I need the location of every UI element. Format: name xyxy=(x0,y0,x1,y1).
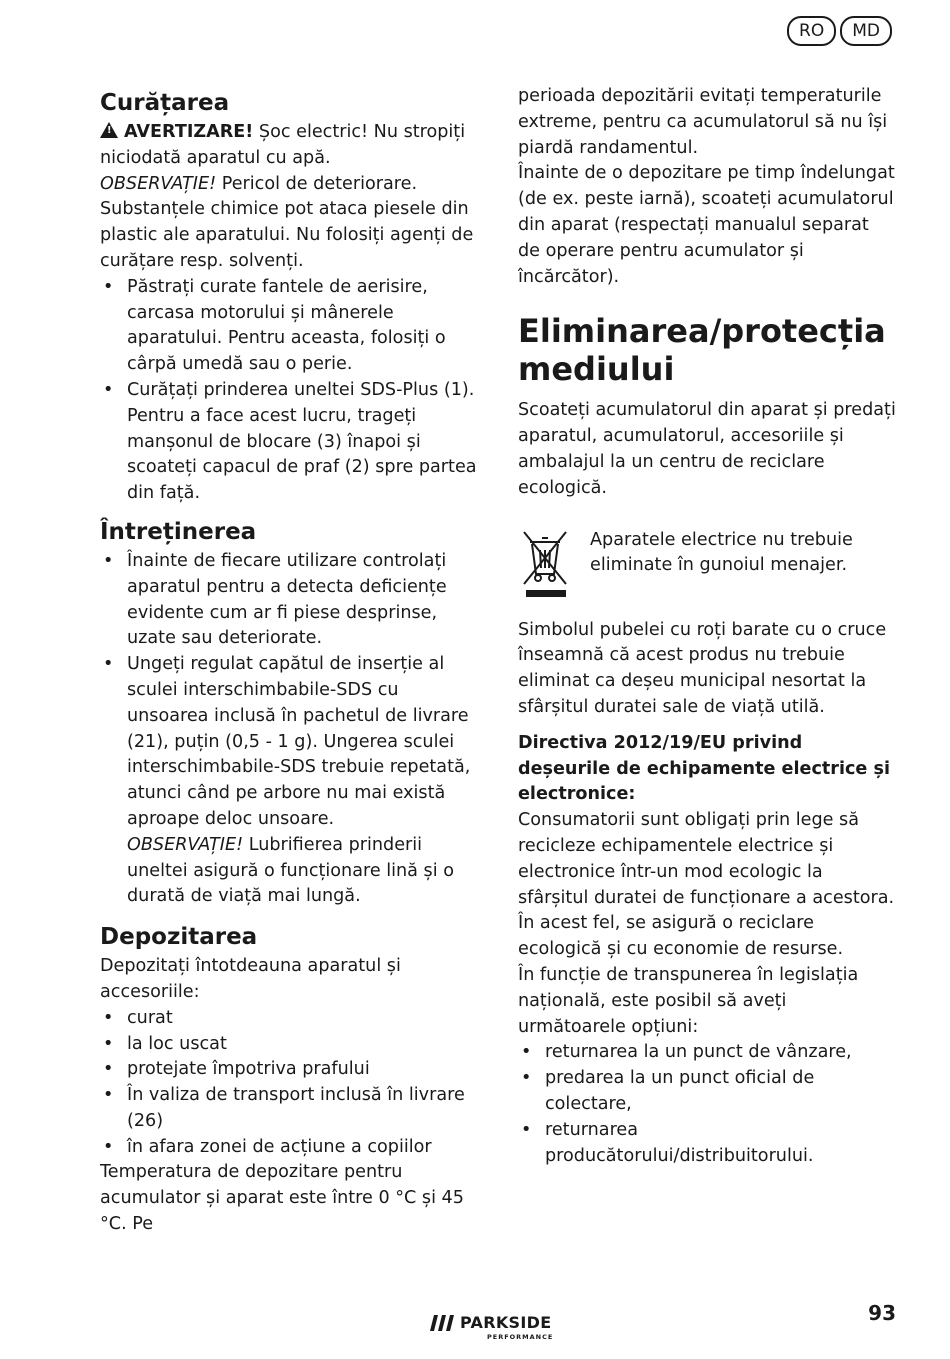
list-item: • Ungeți regulat capătul de inserție al sculei interschimbabile-SDS cu unsoarea inclusă în pachetul de livrare (21), puțin (0,5 - 1 g). Ungerea sculei interschimbabile-SDS trebuie repetată, atunci când pe arbore nu mai există aproape deloc unsoare. xyxy=(100,652,478,833)
note-text: Lubrifierea prinderii uneltei asigură o funcționare lină și o durată de viață mai lungă. xyxy=(127,834,454,907)
cleaning-note xyxy=(100,172,478,275)
note-label: OBSERVAȚIE! xyxy=(127,834,244,855)
brand-name: PARKSIDE xyxy=(460,1313,552,1332)
list-item: • returnarea producătorului/distribuitorului. xyxy=(518,1118,896,1170)
storage-list xyxy=(100,1006,478,1161)
crossed-out-bin-icon xyxy=(518,528,574,598)
note-text: Pericol de deteriorare. Substanțele chimice pot ataca piesele din plastic ale aparatului. Nu folosiți agenți de curățare resp. solvenți. xyxy=(100,173,474,271)
page-number: 93 xyxy=(868,1301,896,1325)
language-badge-md: MD xyxy=(840,16,892,46)
maintenance-list xyxy=(100,549,478,833)
right-column xyxy=(518,84,896,1169)
list-item: • returnarea la un punct de vânzare, xyxy=(518,1040,896,1066)
bin-symbol-text: Simbolul pubelei cu roți barate cu o cruce înseamnă că acest produs nu trebuie eliminat ca deșeu municipal nesortat la sfârșitul duratei sale de viață utilă. xyxy=(518,619,887,717)
brand-subtitle: PERFORMANCE xyxy=(487,1333,554,1341)
weee-text: Aparatele electrice nu trebuie eliminate în gunoiul menajer. xyxy=(590,529,853,576)
directive-heading: Directiva 2012/19/EU privind deșeurile de echipamente electrice și electronice: xyxy=(518,732,890,805)
options-list xyxy=(518,1040,896,1169)
list-item: • Păstrați curate fantele de aerisire, carcasa motorului și mânerele aparatului. Pentru aceasta, folosiți o cârpă umedă sau o perie. xyxy=(100,275,478,378)
brand-stripes-icon xyxy=(430,1315,456,1331)
disposal-intro: Scoateți acumulatorul din aparat și predați aparatul, acumulatorul, accesoriile și ambalajul la un centru de reciclare ecologică. xyxy=(518,400,896,498)
cleaning-warning xyxy=(100,120,478,172)
list-item: • protejate împotriva prafului xyxy=(100,1057,478,1083)
list-item: • la loc uscat xyxy=(100,1032,478,1058)
storage-heading: Depozitarea xyxy=(100,924,258,951)
list-item: • predarea la un punct oficial de colectare, xyxy=(518,1066,896,1118)
storage-long-term: Înainte de o depozitare pe timp îndelungat (de ex. peste iarnă), scoateți acumulatorul din aparat (respectați manualul separat de operare pentru acumulator și încărcător). xyxy=(518,163,895,287)
left-column xyxy=(100,80,478,1238)
note-label: OBSERVAȚIE! xyxy=(100,173,217,194)
parkside-logo xyxy=(430,1313,553,1341)
disposal-heading: Eliminarea/protecția mediului xyxy=(518,312,886,389)
maintenance-note xyxy=(100,833,478,910)
warning-text: Șoc electric! Nu stropiți niciodată aparatul cu apă. xyxy=(100,122,466,168)
language-badge-ro: RO xyxy=(787,16,836,46)
cleaning-heading: Curățarea xyxy=(100,90,230,116)
list-item: • în afara zonei de acțiune a copiilor xyxy=(100,1135,478,1161)
maintenance-heading: Întreținerea xyxy=(100,518,257,545)
options-intro: În funcție de transpunerea în legislația națională, este posibil să aveți următoarele opțiuni: xyxy=(518,964,859,1037)
cleaning-list xyxy=(100,275,478,507)
list-item: • În valiza de transport inclusă în livrare (26) xyxy=(100,1083,478,1135)
storage-intro: Depozitați întotdeauna aparatul și accesoriile: xyxy=(100,956,401,1002)
warning-label: AVERTIZARE! xyxy=(124,122,254,142)
storage-continued: perioada depozitării evitați temperaturile extreme, pentru ca acumulatorul să nu își piardă randamentul. xyxy=(518,86,888,158)
list-item: • Curățați prinderea uneltei SDS-Plus (1). Pentru a face acest lucru, trageți manșonul de blocare (3) înapoi și scoateți capacul de praf (2) spre partea din față. xyxy=(100,378,478,507)
list-item: • curat xyxy=(100,1006,478,1032)
language-badges xyxy=(787,16,892,46)
list-item: • Înainte de fiecare utilizare controlați aparatul pentru a detecta deficiențe evidente cum ar fi piese desprinse, uzate sau deteriorate. xyxy=(100,549,478,652)
directive-text: Consumatorii sunt obligați prin lege să recicleze echipamentele electrice și electronice într-un mod ecologic la sfârșitul duratei de funcționare a acestora. În acest fel, se asigură o reciclare ecologică și cu economie de resurse. xyxy=(518,810,895,960)
weee-notice xyxy=(518,524,896,598)
warning-icon: ! xyxy=(100,122,118,138)
storage-temperature: Temperatura de depozitare pentru acumulator și aparat este între 0 °C și 45 °C. Pe xyxy=(100,1162,464,1235)
